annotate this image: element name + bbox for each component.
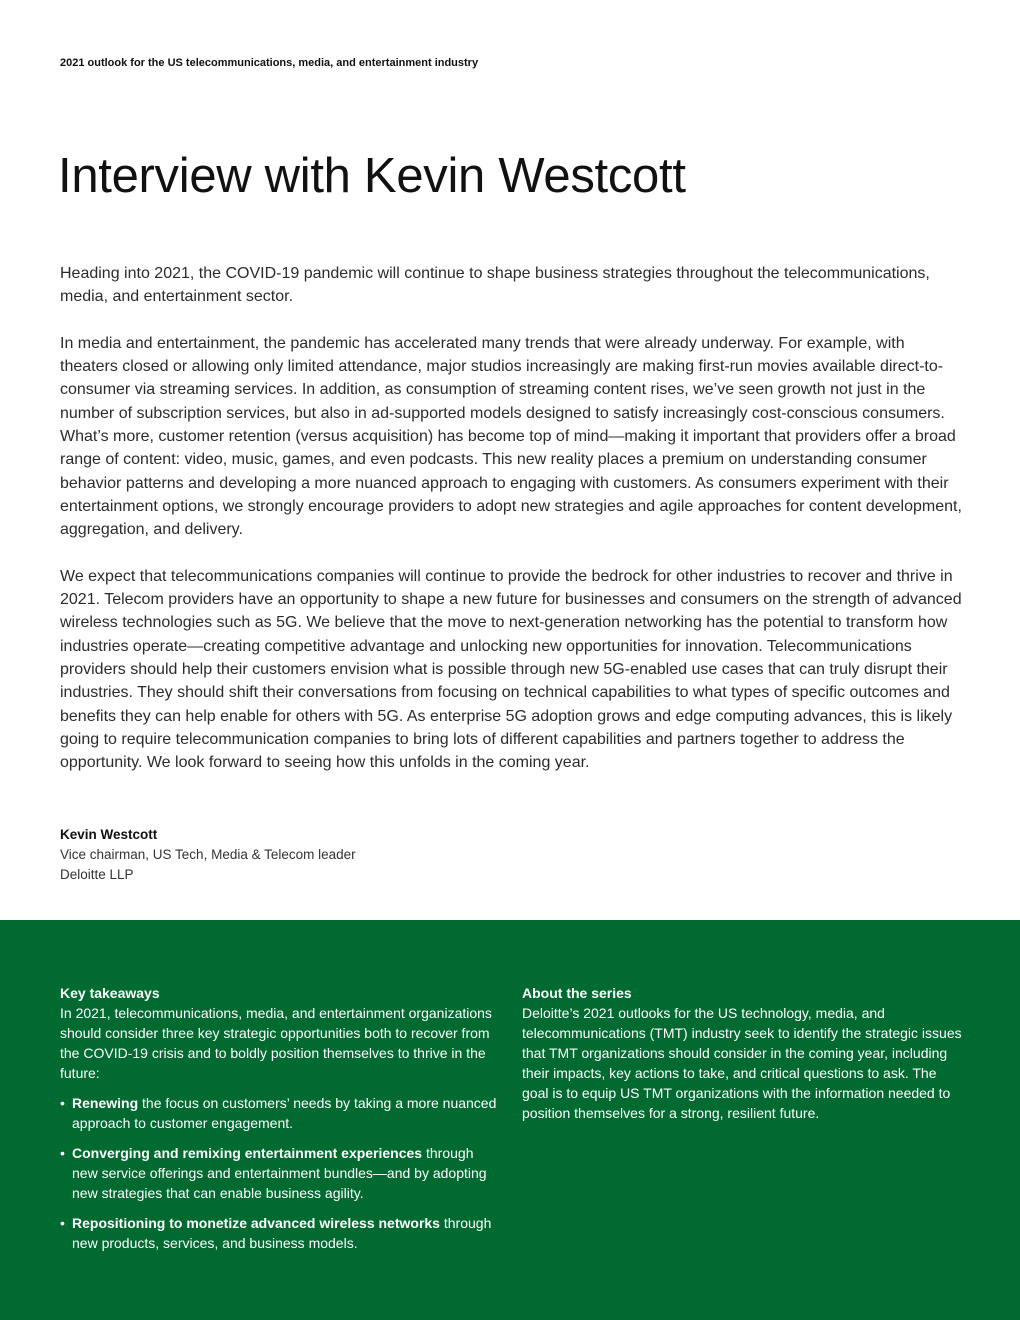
paragraph: Heading into 2021, the COVID-19 pandemic will continue to shape business strategies throughout the telecommunications, media, and entertainment sector. (60, 265, 930, 306)
about-series-column (522, 983, 962, 1123)
bullet-icon: • (60, 1095, 65, 1111)
bullet-icon: • (60, 1215, 65, 1231)
paragraph: We expect that telecommunications companies will continue to provide the bedrock for other industries to recover and thrive in 2021. Telecom providers have an opportunity to shape a new future for businesses and consumers on the strength of advanced wireless technologies such as 5G. We believe that the move to next-generation networking has the potential to transform how industries operate—creating competitive advantage and unlocking new opportunities for innovation. Telecommunications providers should help their customers envision what is possible through new 5G-enabled use cases that can truly disrupt their industries. They should shift their conversations from focusing on technical capabilities to what types of specific outcomes and benefits they can help enable for others with 5G. As enterprise 5G adoption grows and edge computing advances, this is likely going to require telecommunication companies to bring lots of different capabilities and partners together to address the opportunity. We look forward to seeing how this unfolds in the coming year. (60, 567, 962, 772)
list-item (60, 1143, 500, 1203)
paragraph: In media and entertainment, the pandemic has accelerated many trends that were already underway. For example, with theaters closed or allowing only limited attendance, major studios increasingly are making first-run movies available direct-to-consumer via streaming services. In addition, as consumption of streaming content rises, we’ve seen growth not just in the number of subscription services, but also in ad-supported models designed to satisfy increasingly cost-conscious consumers. What’s more, customer retention (versus acquisition) has become top of mind—making it important that providers offer a broad range of content: video, music, games, and even podcasts. This new reality places a premium on understanding consumer behavior patterns and developing a more nuanced approach to engaging with customers. As consumers experiment with their entertainment options, we strongly encourage providers to adopt new strategies and agile approaches for content development, aggregation, and delivery. (60, 334, 962, 539)
signature-company: Deloitte LLP (60, 867, 134, 882)
takeaway-text: through new products, services, and business models. (72, 1215, 492, 1251)
takeaway-text: through new service offerings and entertainment bundles—and by adopting new strategies that can enable business agility. (72, 1145, 487, 1201)
page-title: Interview with Kevin Westcott (58, 149, 686, 203)
running-header: 2021 outlook for the US telecommunications, media, and entertainment industry (60, 57, 479, 69)
key-takeaways-intro: In 2021, telecommunications, media, and entertainment organizations should consider three key strategic opportunities both to recover from the COVID-19 crisis and to boldly position themselves to thrive in the future: (60, 1005, 492, 1081)
interview-body (60, 262, 965, 798)
takeaways-list (60, 1093, 500, 1253)
takeaways-panel (0, 920, 1020, 1320)
takeaway-bold: Converging and remixing entertainment experiences (72, 1145, 423, 1161)
takeaway-text: the focus on customers’ needs by taking a more nuanced approach to customer engagement. (72, 1095, 497, 1131)
takeaway-bold: Repositioning to monetize advanced wireless networks (72, 1215, 440, 1231)
signature-role: Vice chairman, US Tech, Media & Telecom leader (60, 847, 356, 862)
signature-block (60, 825, 356, 885)
about-series-heading: About the series (522, 985, 632, 1001)
about-series-text: Deloitte’s 2021 outlooks for the US technology, media, and telecommunications (TMT) industry seek to identify the strategic issues that TMT organizations should consider in the coming year, including their impacts, key actions to take, and critical questions to ask. The goal is to equip US TMT organizations with the information needed to position themselves for a strong, resilient future. (522, 1005, 962, 1121)
takeaway-bold: Renewing (72, 1095, 139, 1111)
list-item (60, 1213, 500, 1253)
list-item (60, 1093, 500, 1133)
key-takeaways-column (60, 983, 500, 1263)
signature-name: Kevin Westcott (60, 827, 158, 842)
key-takeaways-heading: Key takeaways (60, 985, 160, 1001)
bullet-icon: • (60, 1145, 65, 1161)
